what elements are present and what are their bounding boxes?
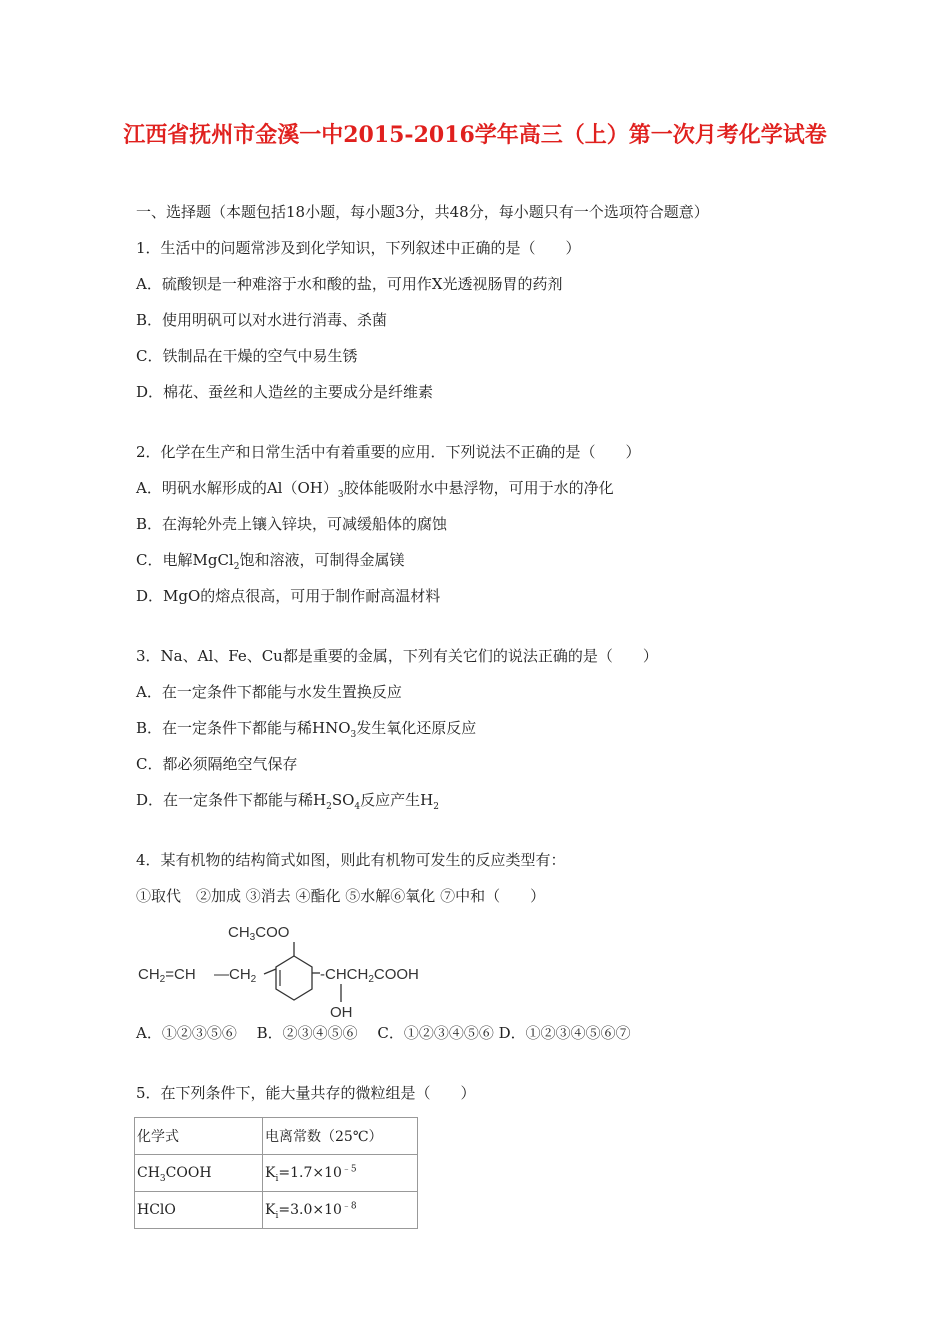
benzene-ring: [276, 956, 312, 1000]
acetoxy-group-label: $CH_3COO$: [228, 924, 290, 943]
table-header-formula: 化学式: [135, 1118, 263, 1155]
page-title: 江西省抚州市金溪一中2015-2016学年高三（上）第一次月考化学试卷: [123, 122, 827, 148]
table-header-constant: 电离常数（25℃）: [263, 1118, 418, 1155]
question-1-option-a: A．硫酸钡是一种难溶于水和酸的盐，可用作X光透视肠胃的药剂: [136, 275, 563, 293]
question-3-option-a: A．在一定条件下都能与水发生置换反应: [136, 683, 402, 701]
structural-formula: [136, 918, 446, 1018]
question-1-option-d: D．棉花、蚕丝和人造丝的主要成分是纤维素: [136, 383, 434, 401]
question-3-option-d: D．在一定条件下都能与稀$H_2SO_4$反应产生$H_2$: [136, 791, 439, 812]
question-1-stem: 1．生活中的问题常涉及到化学知识，下列叙述中正确的是（ ）: [136, 239, 581, 257]
methylene-group-label: $—CH_2$: [214, 966, 257, 985]
question-2-option-c: C．电解MgCl$_2$饱和溶液，可制得金属镁: [136, 551, 405, 572]
question-3-stem: 3．Na、Al、Fe、Cu都是重要的金属，下列有关它们的说法正确的是（ ）: [136, 647, 658, 665]
question-3-option-b: B．在一定条件下都能与稀$HNO_3$发生氧化还原反应: [136, 719, 477, 740]
table-cell-formula: HClO: [135, 1192, 263, 1229]
table-cell-constant: $K_i=3.0\times 10^{﹣8}$: [263, 1192, 418, 1229]
question-4-reaction-list: ①取代 ②加成 ③消去 ④酯化 ⑤水解⑥氧化 ⑦中和（ ）: [136, 887, 546, 905]
question-4-stem: 4．某有机物的结构简式如图，则此有机物可发生的反应类型有：: [136, 851, 566, 869]
question-2-option-a: A．明矾水解形成的$Al(OH)_3$胶体能吸附水中悬浮物，可用于水的净化: [136, 479, 614, 500]
table-header-row: [135, 1118, 418, 1155]
bond-line: [264, 969, 276, 974]
question-5-stem: 5．在下列条件下，能大量共存的微粒组是（ ）: [136, 1084, 476, 1102]
question-2-stem: 2．化学在生产和日常生活中有着重要的应用．下列说法不正确的是（ ）: [136, 443, 641, 461]
question-3-option-c: C．都必须隔绝空气保存: [136, 755, 298, 773]
side-chain-label: $-CHCH_2COOH$: [320, 966, 419, 985]
table-cell-constant: $K_i=1.7\times 10^{﹣5}$: [263, 1155, 418, 1192]
vinyl-group-label: $CH_2=CH$: [138, 966, 196, 985]
question-2-option-b: B．在海轮外壳上镶入锌块，可减缓船体的腐蚀: [136, 515, 448, 533]
table-cell-formula: $CH_3COOH$: [135, 1155, 263, 1192]
hydroxyl-group-label: OH: [330, 1004, 353, 1018]
question-1-option-c: C．铁制品在干燥的空气中易生锈: [136, 347, 358, 365]
section-heading: 一、选择题（本题包括18小题，每小题3分，共48分，每小题只有一个选项符合题意）: [136, 203, 709, 221]
table-row: [135, 1155, 418, 1192]
table-row: [135, 1192, 418, 1229]
question-4-options: A．①②③⑤⑥ B．②③④⑤⑥ C．①②③④⑤⑥ D．①②③④⑤⑥⑦: [136, 1024, 631, 1042]
question-2-option-d: D．MgO的熔点很高，可用于制作耐高温材料: [136, 587, 441, 605]
question-1-option-b: B．使用明矾可以对水进行消毒、杀菌: [136, 311, 388, 329]
ionization-constant-table: [134, 1117, 418, 1229]
